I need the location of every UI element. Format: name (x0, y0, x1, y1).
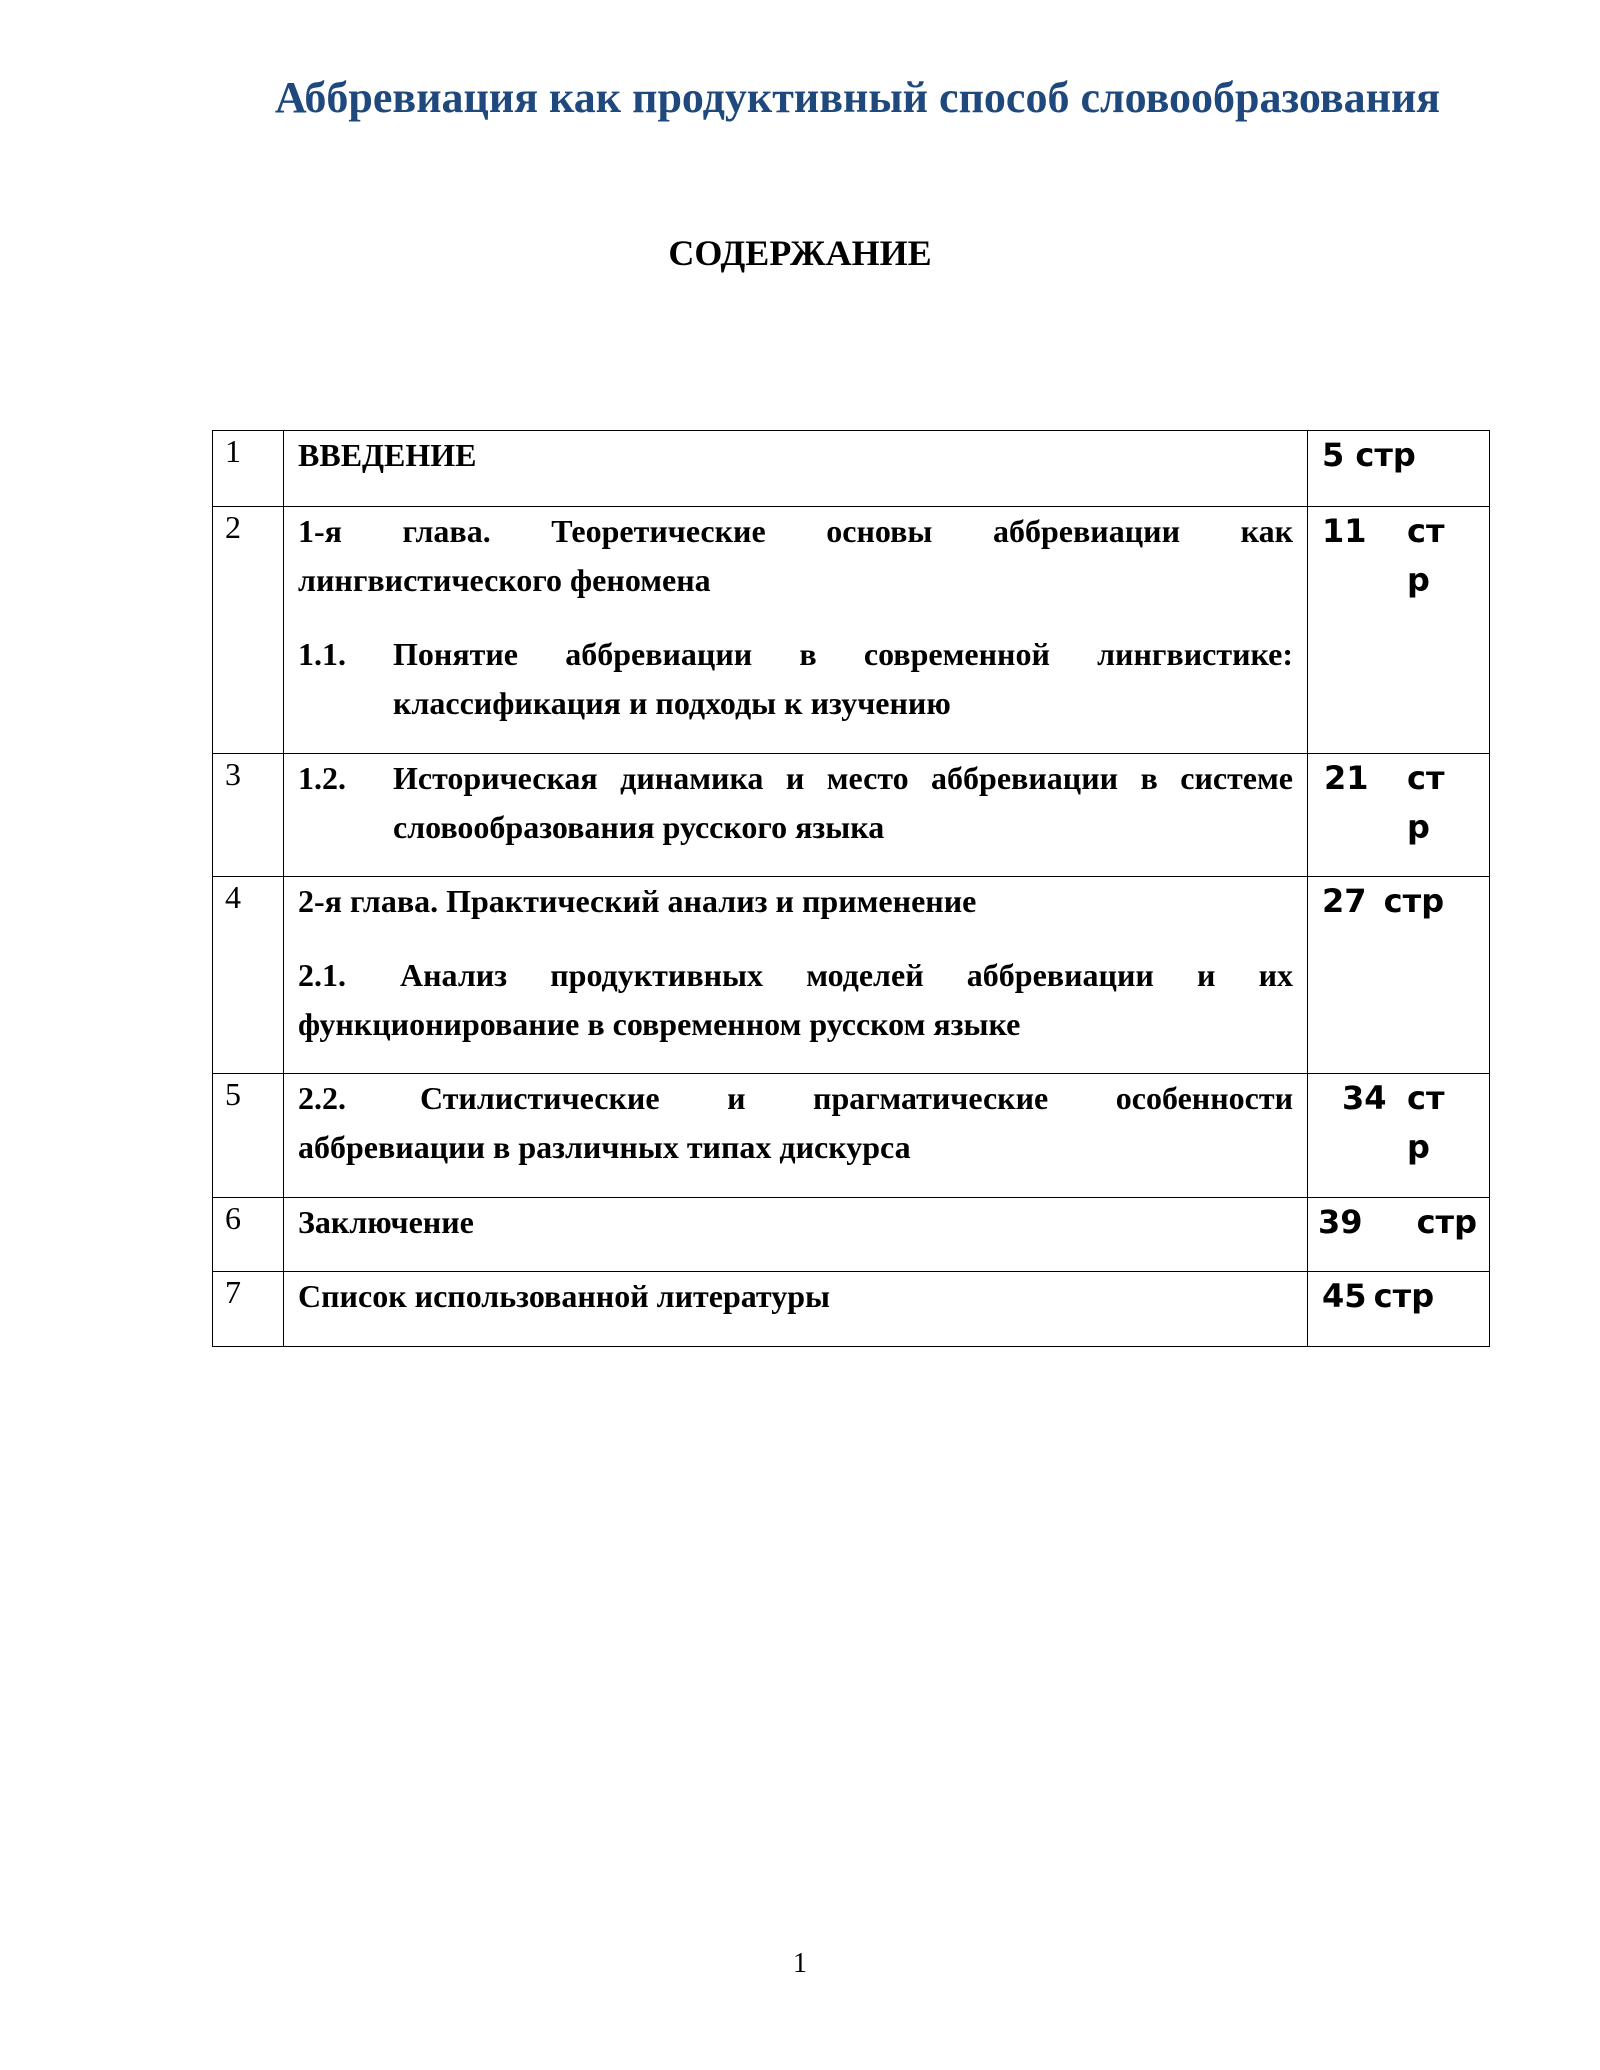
page-number: 45 (1322, 1277, 1367, 1315)
page-ref (1308, 507, 1490, 754)
page-number: 39 (1318, 1203, 1363, 1241)
entry-text: ВВЕДЕНИЕ (298, 437, 477, 473)
row-number: 6 (213, 1198, 284, 1272)
subsection-number: 2.2. (298, 1080, 346, 1116)
row-number: 7 (213, 1272, 284, 1347)
table-row (213, 877, 1490, 1074)
toc-entry (284, 877, 1308, 1074)
document-title: Аббревиация как продуктивный способ словообразования (274, 73, 1441, 122)
table-row (213, 1198, 1490, 1272)
subsection-number: 1.1. (298, 636, 346, 672)
toc-entry (284, 1272, 1308, 1347)
page-ref (1308, 431, 1490, 507)
footer-page-number: 1 (793, 1948, 807, 1979)
subsection-text: Понятие аббревиации в современной лингвистике: классификация и подходы к изучению (393, 636, 1293, 721)
page-unit: стр (1383, 882, 1445, 920)
page-unit: стр (1355, 436, 1416, 474)
subsection-number: 2.1. (298, 957, 346, 993)
row-number: 2 (213, 507, 284, 754)
page-unit: стр (1373, 1277, 1435, 1315)
row-number: 5 (213, 1074, 284, 1198)
page-ref (1308, 754, 1490, 877)
page-number: 11 (1322, 512, 1367, 550)
page-ref (1308, 1074, 1490, 1198)
table-row (213, 507, 1490, 754)
page-ref (1308, 1272, 1490, 1347)
subsection (298, 754, 1293, 852)
table-row (213, 431, 1490, 507)
page-number: 27 (1322, 882, 1367, 920)
subsection-text: Анализ продуктивных моделей аббревиации и их функционирование в современном русском языке (298, 957, 1293, 1042)
toc-entry (284, 1074, 1308, 1198)
entry-text: Список использованной литературы (298, 1278, 830, 1314)
page-unit: ст р (1407, 759, 1445, 846)
toc-entry (284, 507, 1308, 754)
toc-entry (284, 1198, 1308, 1272)
table-row (213, 1074, 1490, 1198)
row-number: 4 (213, 877, 284, 1074)
page-number: 34 (1342, 1079, 1387, 1117)
page-number: 5 (1322, 436, 1345, 474)
page-ref (1308, 1198, 1490, 1272)
subsection-number: 1.2. (298, 760, 346, 796)
page-unit: ст р (1407, 512, 1445, 599)
toc-entry (284, 754, 1308, 877)
table-row (213, 1272, 1490, 1347)
entry-text: 1-я глава. Теоретические основы аббревиации как лингвистического феномена (298, 513, 1293, 598)
row-number: 3 (213, 754, 284, 877)
row-number: 1 (213, 431, 284, 507)
entry-text: Заключение (298, 1204, 474, 1240)
page-number: 21 (1324, 759, 1369, 797)
page-ref (1308, 877, 1490, 1074)
table-row (213, 754, 1490, 877)
subsection (298, 630, 1293, 728)
subsection (298, 1074, 1293, 1172)
subsection-text: Стилистические и прагматические особенности аббревиации в различных типах дискурса (298, 1080, 1293, 1165)
page-unit: ст р (1407, 1079, 1445, 1166)
entry-text: 2-я глава. Практический анализ и применение (298, 883, 977, 919)
subsection-text: Историческая динамика и место аббревиации в системе словообразования русского языка (393, 760, 1293, 845)
subsection (298, 951, 1293, 1049)
toc-heading: СОДЕРЖАНИЕ (668, 233, 932, 273)
toc-entry (284, 431, 1308, 507)
toc-table (212, 430, 1490, 1347)
page-unit: стр (1416, 1203, 1477, 1241)
